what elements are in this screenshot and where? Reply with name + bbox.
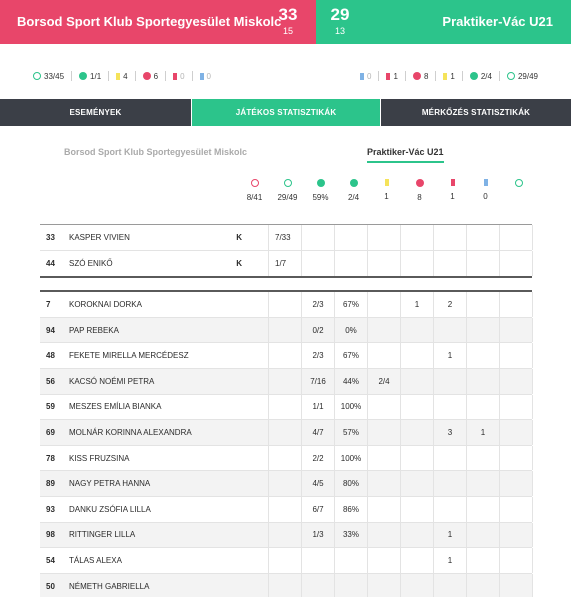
player-name: SZÓ ENIKŐ [69,258,113,268]
saves-icon [251,179,259,187]
yellow-cell [400,471,433,496]
goals-cell: 6/7 [301,497,334,522]
away-blue-summary [353,71,378,81]
blue-cell [499,420,532,445]
red-cell [466,523,499,548]
away-halftime-score: 13 [334,26,345,36]
blue-card-icon [200,73,204,80]
saves-cell [268,420,301,445]
away-two-minute-summary [405,71,435,81]
red-column [436,179,469,201]
player-number: 94 [46,325,55,335]
player-name: RITTINGER LILLA [69,530,136,540]
goals-cell: 1/3 [301,523,334,548]
stat-cells [268,420,565,445]
table-row [40,292,532,318]
yellow-cell [400,446,433,471]
stat-cell [466,251,499,277]
yellow-cell [400,343,433,368]
two-minute-cell [433,318,466,343]
ball-icon [507,72,515,80]
table-row [40,395,532,421]
red-card-icon [451,179,455,186]
saves-cell: 1/7 [268,251,301,277]
seven-meter-cell [367,471,400,496]
player-name: FEKETE MIRELLA MERCÉDESZ [69,351,189,361]
table-row [40,251,532,277]
home-two-minute-summary [136,71,166,81]
home-two-minute-value: 6 [153,71,159,81]
blue-cell [499,369,532,394]
time-column [502,179,535,193]
seven-meter-cell: 2/4 [367,369,400,394]
blue-cell [499,318,532,343]
stat-cells [268,497,565,522]
goals-column [271,179,304,202]
table-row [40,369,532,395]
blue-cell [499,446,532,471]
player-number: 33 [46,232,55,242]
player-number: 59 [46,402,55,412]
pct-cell: 80% [334,471,367,496]
goals-cell: 4/7 [301,420,334,445]
team-switch-home[interactable]: Borsod Sport Klub Sportegyesület Miskolc [64,147,248,157]
yellow-cell [400,318,433,343]
away-blue-value: 0 [367,71,372,81]
pct-cell [334,548,367,573]
stat-cells [268,251,565,277]
home-red-value: 0 [180,71,185,81]
yellow-cell [400,548,433,573]
goals-cell: 1/1 [301,395,334,420]
stat-cells [268,395,565,420]
goals-cell: 2/3 [301,292,334,317]
pct-cell: 100% [334,395,367,420]
blue-total: 0 [483,192,488,201]
red-cell [466,343,499,368]
away-goals-summary [499,71,545,81]
stat-cell [400,251,433,277]
two-minute-icon [413,72,421,80]
seven-meter-cell [367,574,400,597]
away-score: 29 [330,5,350,24]
blue-card-icon [360,73,364,80]
player-name: KISS FRUZSINA [69,453,130,463]
red-cell [466,395,499,420]
seven-meter-cell [367,497,400,522]
saves-cell: 7/33 [268,225,301,250]
home-score: 33 [278,5,298,24]
blue-cell [499,574,532,597]
saves-cell [268,343,301,368]
seven-meter-cell [367,292,400,317]
table-row [40,497,532,523]
goalkeeper-section [40,224,532,278]
stat-cell [466,225,499,250]
field-player-section [40,290,532,597]
stat-cell [433,251,466,277]
goals-cell: 4/5 [301,471,334,496]
table-row [40,343,532,369]
percent-icon [317,179,325,187]
stat-cells [268,318,565,343]
tab-player-stats[interactable]: JÁTÉKOS STATISZTIKÁK [191,99,381,126]
pct-cell: 33% [334,523,367,548]
yellow-cell [400,497,433,522]
yellow-total: 1 [384,192,389,201]
time-cell [532,471,565,496]
stat-cell [499,251,532,277]
player-number: 54 [46,555,55,565]
red-cell [466,471,499,496]
player-name: KASPER VIVIEN [69,232,130,242]
blue-cell [499,343,532,368]
two-minute-cell [433,497,466,522]
seven-meter-cell [367,446,400,471]
away-yellow-value: 1 [450,71,455,81]
two-minute-cell [433,395,466,420]
player-name: MESZES EMÍLIA BIANKA [69,402,162,412]
two-minute-cell [433,574,466,597]
red-cell [466,548,499,573]
two-minute-cell [433,446,466,471]
column-totals-header [238,179,538,209]
stat-cells [268,343,565,368]
ball-icon [284,179,292,187]
stat-cell [367,225,400,250]
two-minute-cell [433,369,466,394]
two-minute-cell: 3 [433,420,466,445]
pct-cell: 67% [334,292,367,317]
pct-cell [334,574,367,597]
time-cell [532,395,565,420]
saves-cell [268,292,301,317]
red-cell [466,292,499,317]
saves-total: 8/41 [246,193,263,202]
player-name: KACSÓ NOÉMI PETRA [69,376,155,386]
home-blue-summary [193,71,218,81]
seven-meter-icon [79,72,87,80]
seven-meter-column [337,179,370,202]
away-seven-meter-summary [462,71,499,81]
away-summary [353,67,545,85]
red-cell [466,369,499,394]
tab-match-stats[interactable]: MÉRKŐZÉS STATISZTIKÁK [381,99,571,126]
yellow-cell [400,523,433,548]
saves-cell [268,471,301,496]
seven-meter-cell [367,395,400,420]
goalkeeper-mark: K [236,258,242,268]
yellow-cell: 1 [400,292,433,317]
seven-meter-cell [367,343,400,368]
time-cell [532,548,565,573]
clock-icon [515,179,523,187]
time-cell [532,523,565,548]
stat-cells [268,523,565,548]
time-cell [532,369,565,394]
saves-cell [268,574,301,597]
stat-cell [433,225,466,250]
player-name: MOLNÁR KORINNA ALEXANDRA [69,427,192,437]
player-number: 7 [46,299,51,309]
player-name: DANKU ZSÓFIA LILLA [69,504,151,514]
tab-bar [0,99,571,126]
goalkeeper-mark: K [236,232,242,242]
home-seven-meter-summary [72,71,109,81]
table-row [40,471,532,497]
away-red-summary [378,71,404,81]
away-team-name: Praktiker-Vác U21 [442,14,553,29]
yellow-cell [400,369,433,394]
stat-cell [532,251,565,277]
seven-meter-icon [470,72,478,80]
goals-cell: 2/2 [301,446,334,471]
pct-cell: 0% [334,318,367,343]
score-header [0,0,571,44]
player-number: 69 [46,427,55,437]
team-summary-strip [0,67,571,85]
away-team-panel [316,0,571,44]
red-cell: 1 [466,420,499,445]
time-cell [532,420,565,445]
yellow-cell [400,420,433,445]
home-yellow-value: 4 [123,71,128,81]
two-minute-cell: 1 [433,548,466,573]
blue-cell [499,497,532,522]
pct-total: 59% [312,193,329,202]
stat-cells [268,471,565,496]
seven-meter-cell [367,420,400,445]
stat-cells [268,574,565,597]
two-minute-icon [416,179,424,187]
two-minute-icon [143,72,151,80]
stat-cells [268,548,565,573]
blue-cell [499,471,532,496]
seven-meter-cell [367,523,400,548]
two-minute-cell [433,471,466,496]
saves-cell [268,523,301,548]
stat-cell [334,251,367,277]
stat-cells [268,446,565,471]
red-cell [466,446,499,471]
away-yellow-summary [435,71,461,81]
table-row [40,318,532,344]
time-cell [532,343,565,368]
player-number: 44 [46,258,55,268]
saves-cell [268,369,301,394]
seven-meter-total: 2/4 [347,193,360,202]
saves-cell [268,548,301,573]
home-halftime-score: 15 [282,26,293,36]
two-minute-cell: 1 [433,523,466,548]
blue-cell [499,548,532,573]
player-number: 78 [46,453,55,463]
home-seven-meter-value: 1/1 [90,71,102,81]
red-cell [466,318,499,343]
away-two-minute-value: 8 [423,71,429,81]
home-goals-summary [26,71,72,81]
pct-cell: 100% [334,446,367,471]
table-row [40,523,532,549]
stat-cell [400,225,433,250]
home-red-summary [166,71,192,81]
table-row [40,420,532,446]
home-team-name: Borsod Sport Klub Sportegyesület Miskolc [17,14,282,29]
saves-cell [268,446,301,471]
table-row [40,225,532,251]
yellow-column [370,179,403,201]
stat-cell [367,251,400,277]
yellow-cell [400,395,433,420]
seven-meter-icon [350,179,358,187]
saves-column [238,179,271,202]
blue-card-icon [484,179,488,186]
time-cell [532,446,565,471]
goals-cell [301,574,334,597]
goals-cell: 2/3 [301,343,334,368]
home-yellow-summary [109,71,135,81]
saves-cell [268,395,301,420]
yellow-card-icon [116,73,120,80]
tab-events[interactable]: ESEMÉNYEK [0,99,191,126]
away-seven-meter-value: 2/4 [480,71,492,81]
table-row [40,446,532,472]
stat-cell [532,225,565,250]
player-number: 48 [46,351,55,361]
blue-column [469,179,502,201]
away-red-value: 1 [393,71,398,81]
yellow-cell [400,574,433,597]
table-row [40,548,532,574]
ball-icon [33,72,41,80]
goals-cell: 0/2 [301,318,334,343]
two-minute-cell: 2 [433,292,466,317]
blue-cell [499,395,532,420]
table-row [40,574,532,597]
home-goals-value: 33/45 [44,71,65,81]
seven-meter-cell [367,548,400,573]
stat-cell [499,225,532,250]
two-minute-column [403,179,436,202]
team-switch-away[interactable]: Praktiker-Vác U21 [367,147,444,163]
player-stats-table [40,224,532,597]
goals-cell: 7/16 [301,369,334,394]
stat-cell [334,225,367,250]
away-goals-value: 29/49 [517,71,538,81]
player-number: 50 [46,581,55,591]
red-card-icon [173,73,177,80]
player-number: 56 [46,376,55,386]
player-number: 89 [46,479,55,489]
time-cell [532,497,565,522]
red-cell [466,497,499,522]
player-number: 98 [46,530,55,540]
saves-cell [268,318,301,343]
blue-cell [499,523,532,548]
goals-cell [301,548,334,573]
home-team-panel [0,0,316,44]
time-cell [532,292,565,317]
time-cell [532,318,565,343]
seven-meter-cell [367,318,400,343]
yellow-card-icon [443,73,447,80]
saves-cell [268,497,301,522]
red-total: 1 [450,192,455,201]
goals-total: 29/49 [277,193,298,202]
red-card-icon [386,73,390,80]
player-name: NÉMETH GABRIELLA [69,581,150,591]
stat-cells [268,292,565,317]
player-name: KOROKNAI DORKA [69,299,142,309]
yellow-card-icon [385,179,389,186]
player-name: NAGY PETRA HANNA [69,479,151,489]
blue-cell [499,292,532,317]
stat-cells [268,369,565,394]
two-minute-cell: 1 [433,343,466,368]
player-name: TÁLAS ALEXA [69,555,122,565]
pct-cell: 57% [334,420,367,445]
player-name: PAP REBEKA [69,325,119,335]
red-cell [466,574,499,597]
two-minute-total: 8 [417,193,422,202]
pct-cell: 86% [334,497,367,522]
player-number: 93 [46,504,55,514]
time-cell [532,574,565,597]
pct-cell: 67% [334,343,367,368]
stat-cell [301,251,334,277]
pct-cell: 44% [334,369,367,394]
stat-cell [301,225,334,250]
stat-cells [268,225,565,250]
home-blue-value: 0 [206,71,211,81]
home-summary [26,67,218,85]
pct-column [304,179,337,202]
